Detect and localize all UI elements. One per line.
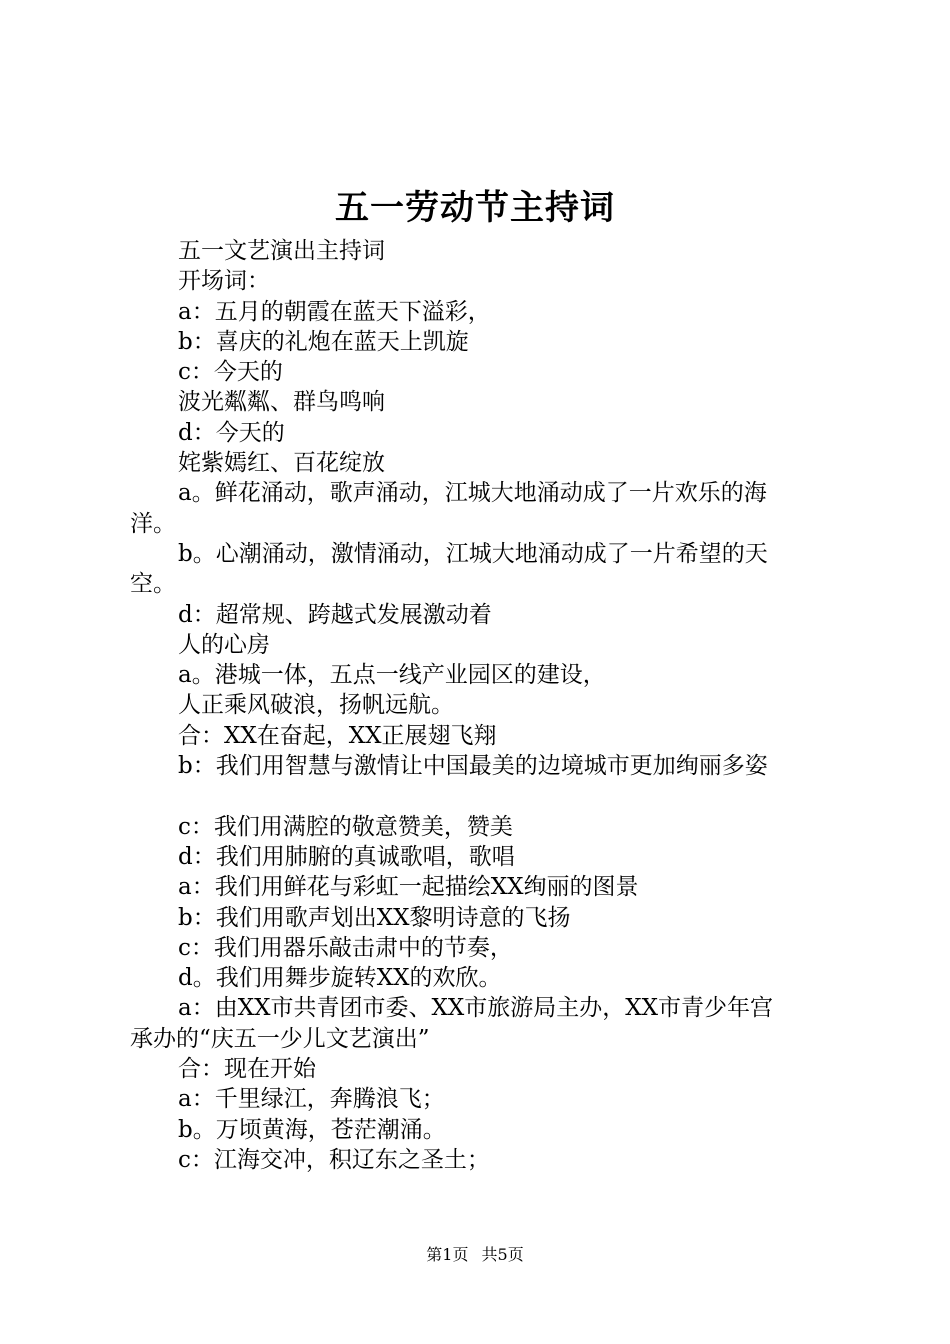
text-line: 人的心房	[178, 631, 270, 658]
text-line: b。万顷黄海，苍茫潮涌。	[178, 1116, 446, 1143]
text-line: d：今天的	[178, 419, 285, 446]
text-line: 空。	[130, 571, 176, 598]
text-line: b：喜庆的礼炮在蓝天上凯旋	[178, 328, 469, 355]
document-body	[130, 236, 832, 1175]
text-line: 合：XX在奋起，XX正展翅飞翔	[178, 722, 497, 749]
page-number: 第1页	[426, 1245, 469, 1264]
text-line: a：我们用鲜花与彩虹一起描绘XX绚丽的图景	[178, 874, 639, 901]
text-line: b：我们用智慧与激情让中国最美的边境城市更加绚丽多姿	[178, 753, 768, 780]
page-footer	[0, 1244, 950, 1266]
text-line: b：我们用歌声划出XX黎明诗意的飞扬	[178, 904, 571, 931]
text-line: d。我们用舞步旋转XX的欢欣。	[178, 965, 502, 992]
page-total: 共5页	[481, 1245, 524, 1264]
text-line: a。鲜花涌动，歌声涌动，江城大地涌动成了一片欢乐的海	[178, 480, 767, 507]
text-line: 合：现在开始	[178, 1056, 316, 1083]
text-line: 姹紫嫣红、百花绽放	[178, 450, 385, 477]
text-line: c：我们用满腔的敬意赞美，赞美	[178, 813, 513, 840]
text-line: 承办的“庆五一少儿文艺演出”	[130, 1025, 430, 1052]
page-title: 五一劳动节主持词	[335, 188, 615, 228]
text-line: a：千里绿江，奔腾浪飞；	[178, 1086, 445, 1113]
text-line: 洋。	[130, 510, 176, 537]
text-line	[130, 781, 832, 811]
text-line: c：今天的	[178, 359, 283, 386]
text-line: c：江海交冲，积辽东之圣土；	[178, 1146, 490, 1173]
text-line: d：我们用肺腑的真诚歌唱，歌唱	[178, 843, 515, 870]
text-line: 开场词：	[178, 268, 270, 295]
text-line: a：由XX市共青团市委、XX市旅游局主办，XX市青少年宫	[178, 995, 773, 1022]
text-line: 人正乘风破浪，扬帆远航。	[178, 692, 454, 719]
text-line: c：我们用器乐敲击肃中的节奏，	[178, 934, 513, 961]
text-line: a。港城一体，五点一线产业园区的建设，	[178, 662, 606, 689]
text-line: d：超常规、跨越式发展激动着	[178, 601, 492, 628]
text-line: b。心潮涌动，激情涌动，江城大地涌动成了一片希望的天	[178, 540, 768, 567]
text-line: 五一文艺演出主持词	[178, 238, 385, 264]
text-line: 波光粼粼、群鸟鸣响	[178, 389, 385, 416]
text-line: a：五月的朝霞在蓝天下溢彩，	[178, 298, 491, 325]
